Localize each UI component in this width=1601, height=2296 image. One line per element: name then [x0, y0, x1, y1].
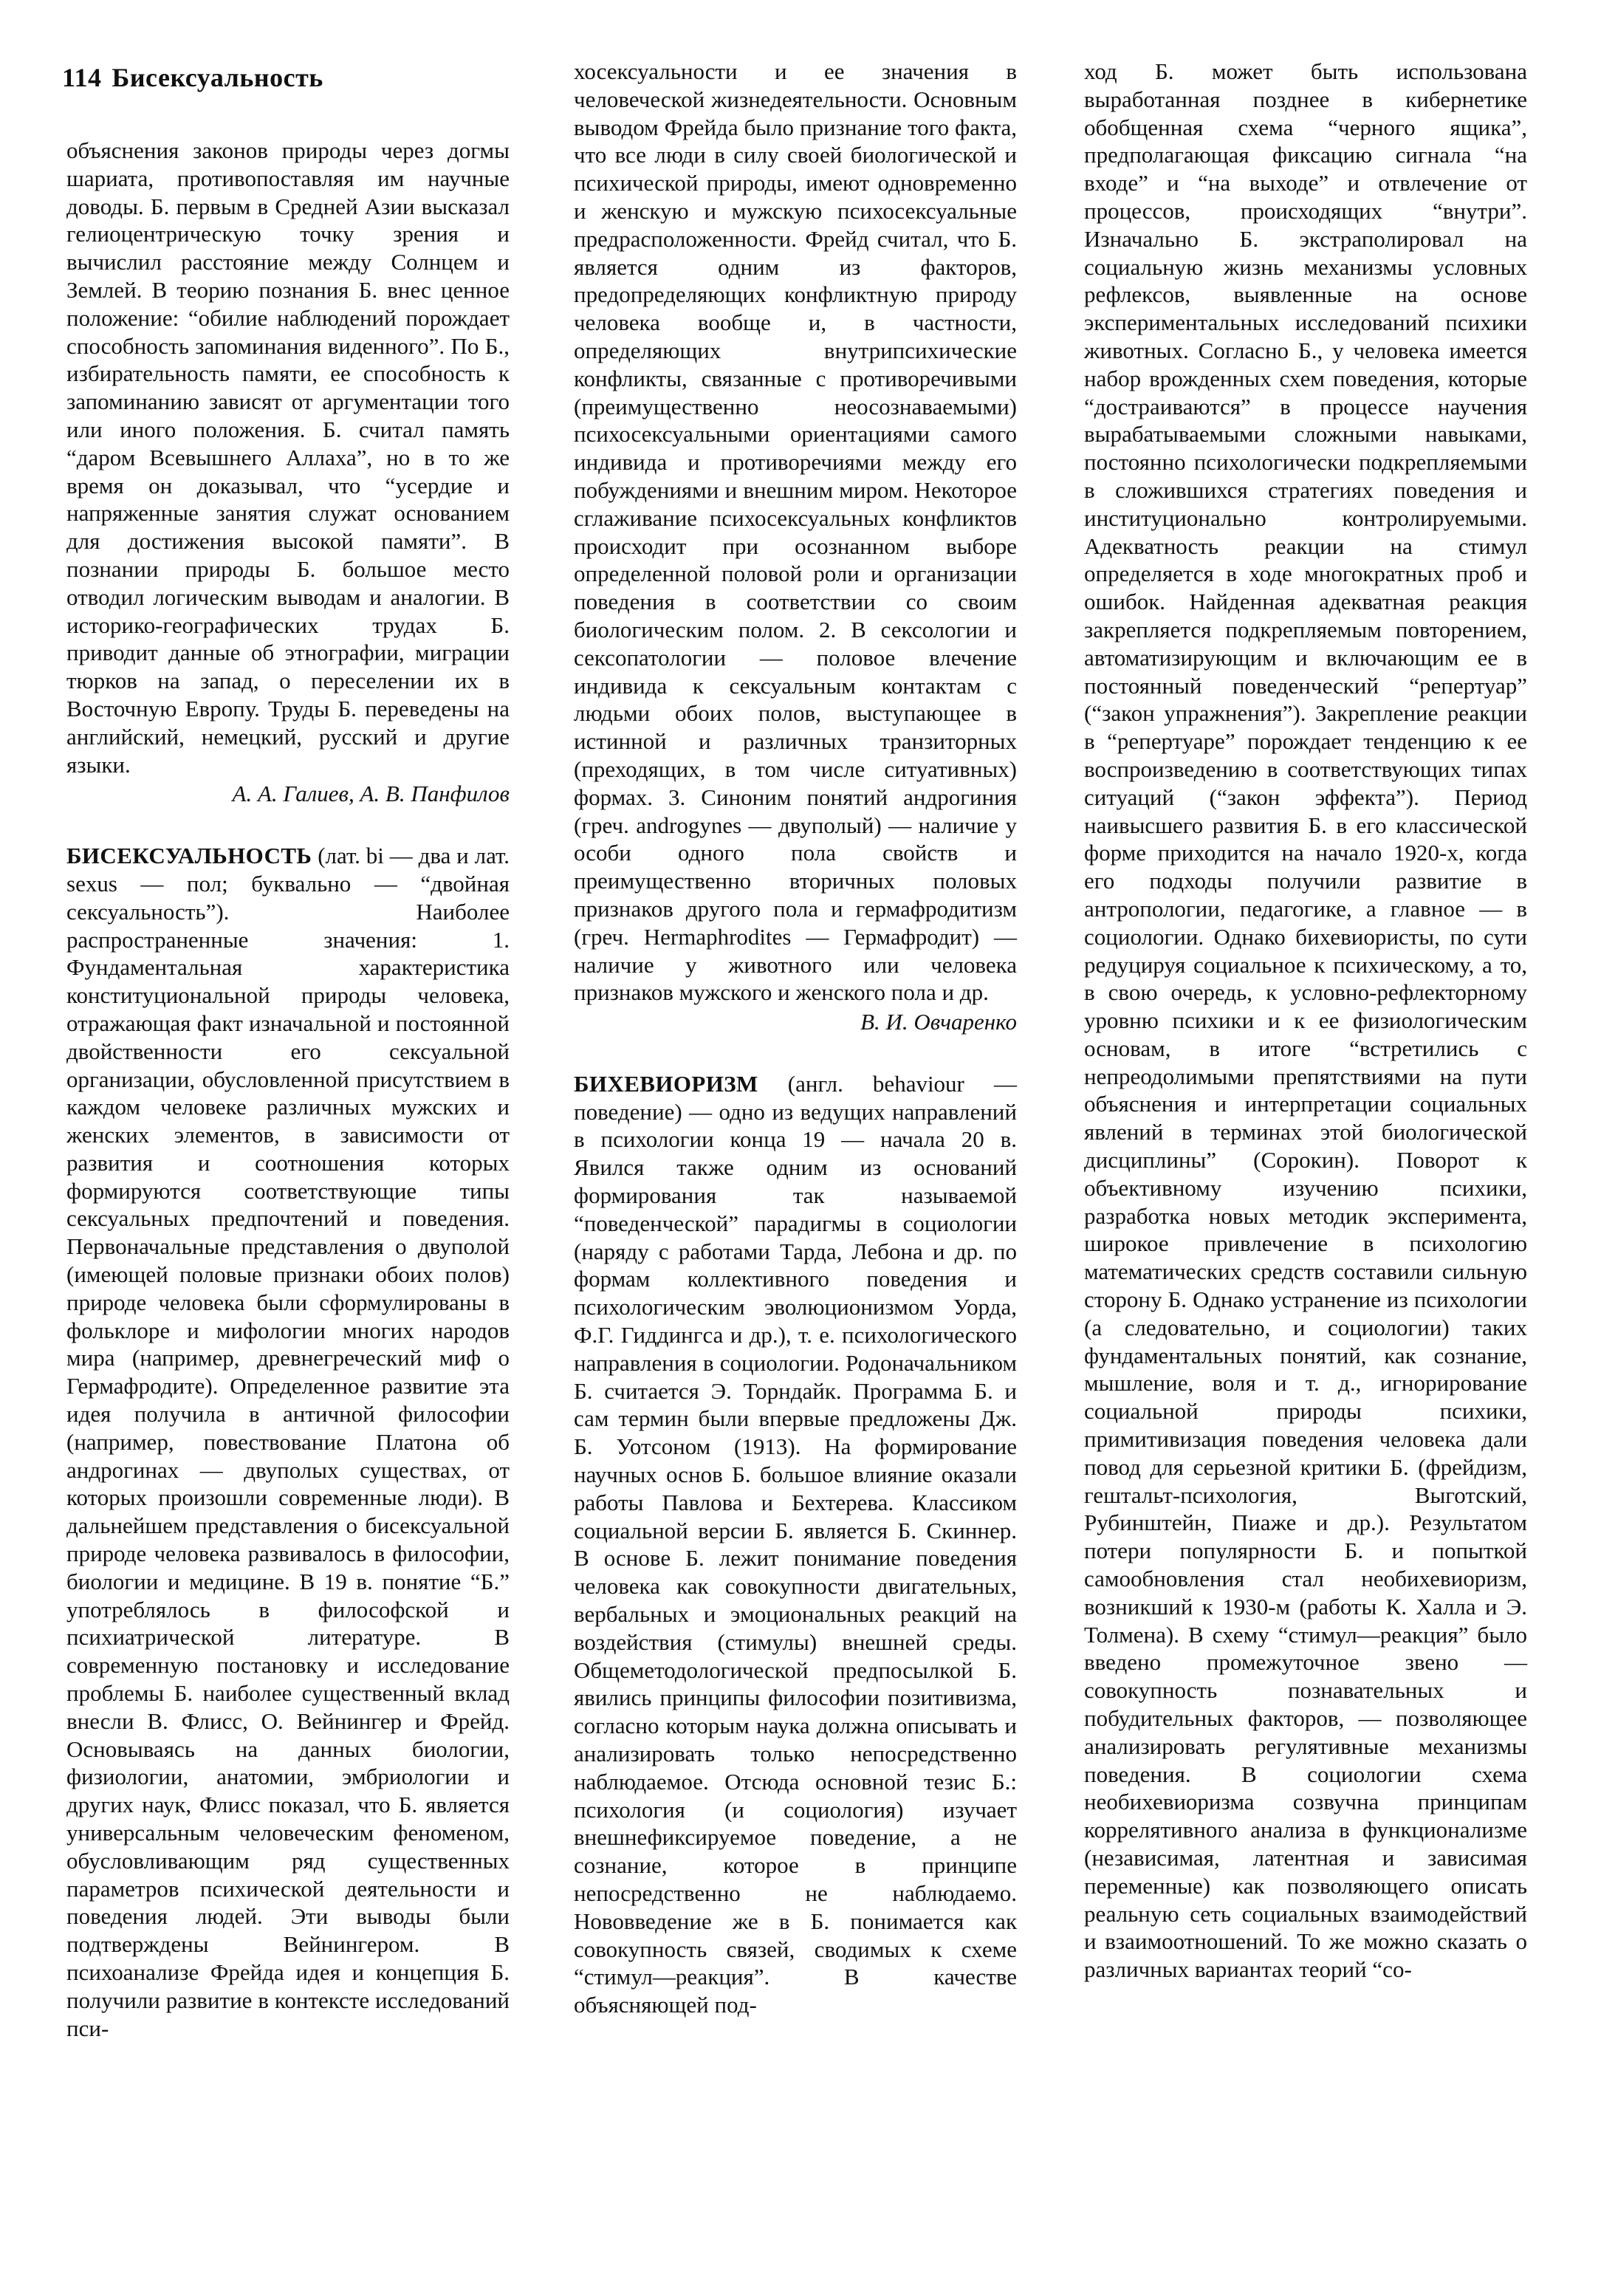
author-signature: В. И. Овчаренко — [860, 1009, 1017, 1035]
entry-headword: БИСЕКСУАЛЬНОСТЬ — [66, 843, 312, 869]
page-number: 114 — [62, 63, 102, 92]
column-1 — [66, 137, 510, 2042]
column-3 — [1084, 58, 1527, 1984]
author-signature: А. А. Галиев, А. В. Панфилов — [232, 781, 510, 807]
entry-headword: БИХЕВИОРИЗМ — [574, 1070, 758, 1097]
entry-text: (лат. bi — два и лат. sexus — пол; буквально — “двойная сексуальность”). Наиболее распространенные значения: 1. Фундаментальная характеристика конституциональной природы человека, отражающая факт изначальной и постоянной двойственности его сексуальной организации, обусловленной присутствием в каждом человеке различных мужских и женских элементов, в зависимости от развития и соотношения которых формируются соответствующие типы сексуальных предпочтений и поведения. Первоначальные представления о двуполой (имеющей половые признаки обоих полов) природе человека были сформулированы в фольклоре и мифологии многих народов мира (например, древнегреческий миф о Гермафродите). Определенное развитие эта идея получила в античной философии (например, повествование Платона об андрогинах — двуполых существах, от которых произошли современные люди). В дальнейшем представления о бисексуальной природе человека развивалось в философии, биологии и медицине. В 19 в. понятие “Б.” употреблялось в философской и психиатрической литературе. В современную постановку и исследование проблемы Б. наиболее существенный вклад внесли В. Флисс, О. Вейнингер и Фрейд. Основываясь на данных биологии, физиологии, анатомии, эмбриологии и других наук, Флисс показал, что Б. является универсальным человеческим феноменом, обусловливающим ряд существенных параметров психической деятельности и поведения людей. Эти выводы были подтверждены Вейнингером. В психоанализе Фрейда идея и концепция Б. получили развитие в контексте исследований пси- — [66, 843, 510, 2041]
running-title: Бисексуальность — [112, 63, 323, 92]
column-2 — [574, 58, 1017, 2019]
running-header — [62, 62, 323, 93]
article-entry — [66, 842, 510, 2042]
article-continuation: объяснения законов природы через догмы шариата, противопоставляя им научные доводы. Б. первым в Средней Азии высказал гелиоцентрическую точку зрения и вычислил расстояние между Солнцем и Землей. В теорию познания Б. внес ценное положение: “обилие наблюдений порождает способность запоминания виденного”. По Б., избирательность памяти, ее способность к запоминанию зависят от аргументации того или иного положения. Б. считал память “даром Всевышнего Аллаха”, но в то же время он доказывал, что “усердие и напряженные занятия служат основанием для достижения высокой памяти”. В познании природы Б. большое место отводил логическим выводам и аналогии. В историко-географических трудах Б. приводит данные об этнографии, миграции тюрков на запад, о переселении их в Восточную Европу. Труды Б. переведены на английский, немецкий, русский и другие языки. — [66, 137, 510, 778]
article-continuation: хосексуальности и ее значения в человеческой жизнедеятельности. Основным выводом Фрейда было признание того факта, что все люди в силу своей биологической и психической природы, имеют одновременно и женскую и мужскую психосексуальные предрасположенности. Фрейд считал, что Б. является одним из факторов, предопределяющих конфликтную природу человека вообще и, в частности, определяющих внутрипсихические конфликты, связанные с противоречивыми (преимущественно неосознаваемыми) психосексуальными ориентациями самого индивида и противоречиями между его побуждениями и внешним миром. Некоторое сглаживание психосексуальных конфликтов происходит при осознанном выборе определенной половой роли и организации поведения в соответствии со своим биологическим полом. 2. В сексологии и сексопатологии — половое влечение индивида к сексуальным контактам с людьми обоих полов, выступающее в истинной и различных транзиторных (преходящих, в том числе ситуативных) формах. 3. Синоним понятий андрогиния (греч. androgynes — двуполый) — наличие у особи одного пола свойств и преимущественно вторичных половых признаков другого пола и гермафродитизм (греч. Hermaphrodites — Гермафродит) — наличие у животного или человека признаков мужского и женского пола и др. — [574, 58, 1017, 1006]
article-entry — [574, 1070, 1017, 2019]
article-continuation: ход Б. может быть использована выработанная позднее в кибернетике обобщенная схема “черного ящика”, предполагающая фиксацию сигнала “на входе” и “на выходе” и отвлечение от процессов, происходящих “внутри”. Изначально Б. экстраполировал на социальную жизнь механизмы условных рефлексов, выявленные на основе экспериментальных исследований психики животных. Согласно Б., у человека имеется набор врожденных схем поведения, которые “достраиваются” в процессе научения вырабатываемыми сложными навыками, постоянно психологически подкрепляемыми в сложившихся стратегиях поведения и институционально контролируемыми. Адекватность реакции на стимул определяется в ходе многократных проб и ошибок. Найденная адекватная реакция закрепляется подкрепляемым повторением, автоматизирующим и включающим ее в постоянный поведенческий “репертуар” (“закон упражнения”). Закрепление реакции в “репертуаре” порождает тенденцию к ее воспроизведению в соответствующих типах ситуаций (“закон эффекта”). Период наивысшего развития Б. в его классической форме приходится на начало 1920-х, когда его подходы получили развитие в антропологии, педагогике, а главное — в социологии. Однако бихевиористы, по сути редуцируя социальное к психическому, а то, в свою очередь, к условно-рефлекторному уровню психики и к ее физиологическим основам, в итоге “встретились с непреодолимыми препятствиями на пути объяснения и интерпретации социальных явлений в терминах этой биологической дисциплины” (Сорокин). Поворот к объективному изучению психики, разработка новых методик эксперимента, широкое привлечение в психологию математических средств составили сильную сторону Б. Однако устранение из психологии (а следовательно, и социологии) таких фундаментальных понятий, как сознание, мышление, воля и т. д., игнорирование социальной природы психики, примитивизация поведения человека дали повод для серьезной критики Б. (фрейдизм, гештальт-психология, Выготский, Рубинштейн, Пиаже и др.). Результатом потери популярности Б. и попыткой самообновления стал необихевиоризм, возникший к 1930-м (работы К. Халла и Э. Толмена). В схему “стимул—реакция” было введено промежуточное звено — совокупность познавательных и побудительных факторов, — позволяющее анализировать регулятивные механизмы поведения. В социологии схема необихевиоризма созвучна принципам коррелятивного анализа в функционализме (независимая, латентная и зависимая переменные) как позволяющего описать реальную сеть социальных взаимодействий и взаимоотношений. То же можно сказать о различных вариантах теорий “со- — [1084, 58, 1527, 1983]
entry-text: (англ. behaviour — поведение) — одно из ведущих направлений в психологии конца 19 — начала 20 в. Явился также одним из оснований формирования так называемой “поведенческой” парадигмы в социологии (наряду с работами Тарда, Лебона и др. по формам коллективного поведения и психологическим эволюционизмом Уорда, Ф.Г. Гиддингса и др.), т. е. психологического направления в социологии. Родоначальником Б. считается Э. Торндайк. Программа Б. и сам термин были впервые предложены Дж. Б. Уотсоном (1913). На формирование научных основ Б. большое влияние оказали работы Павлова и Бехтерева. Классиком социальной версии Б. является Б. Скиннер. В основе Б. лежит понимание поведения человека как совокупности двигательных, вербальных и эмоциональных реакций на воздействия (стимулы) внешней среды. Общеметодологической предпосылкой Б. явились принципы философии позитивизма, согласно которым наука должна описывать и анализировать только непосредственно наблюдаемое. Отсюда основной тезис Б.: психология (и социология) изучает внешнефиксируемое поведение, а не сознание, которое в принципе непосредственно не наблюдаемо. Нововведение же в Б. понимается как совокупность связей, сводимых к схеме “стимул—реакция”. В качестве объясняющей под- — [574, 1070, 1017, 2018]
